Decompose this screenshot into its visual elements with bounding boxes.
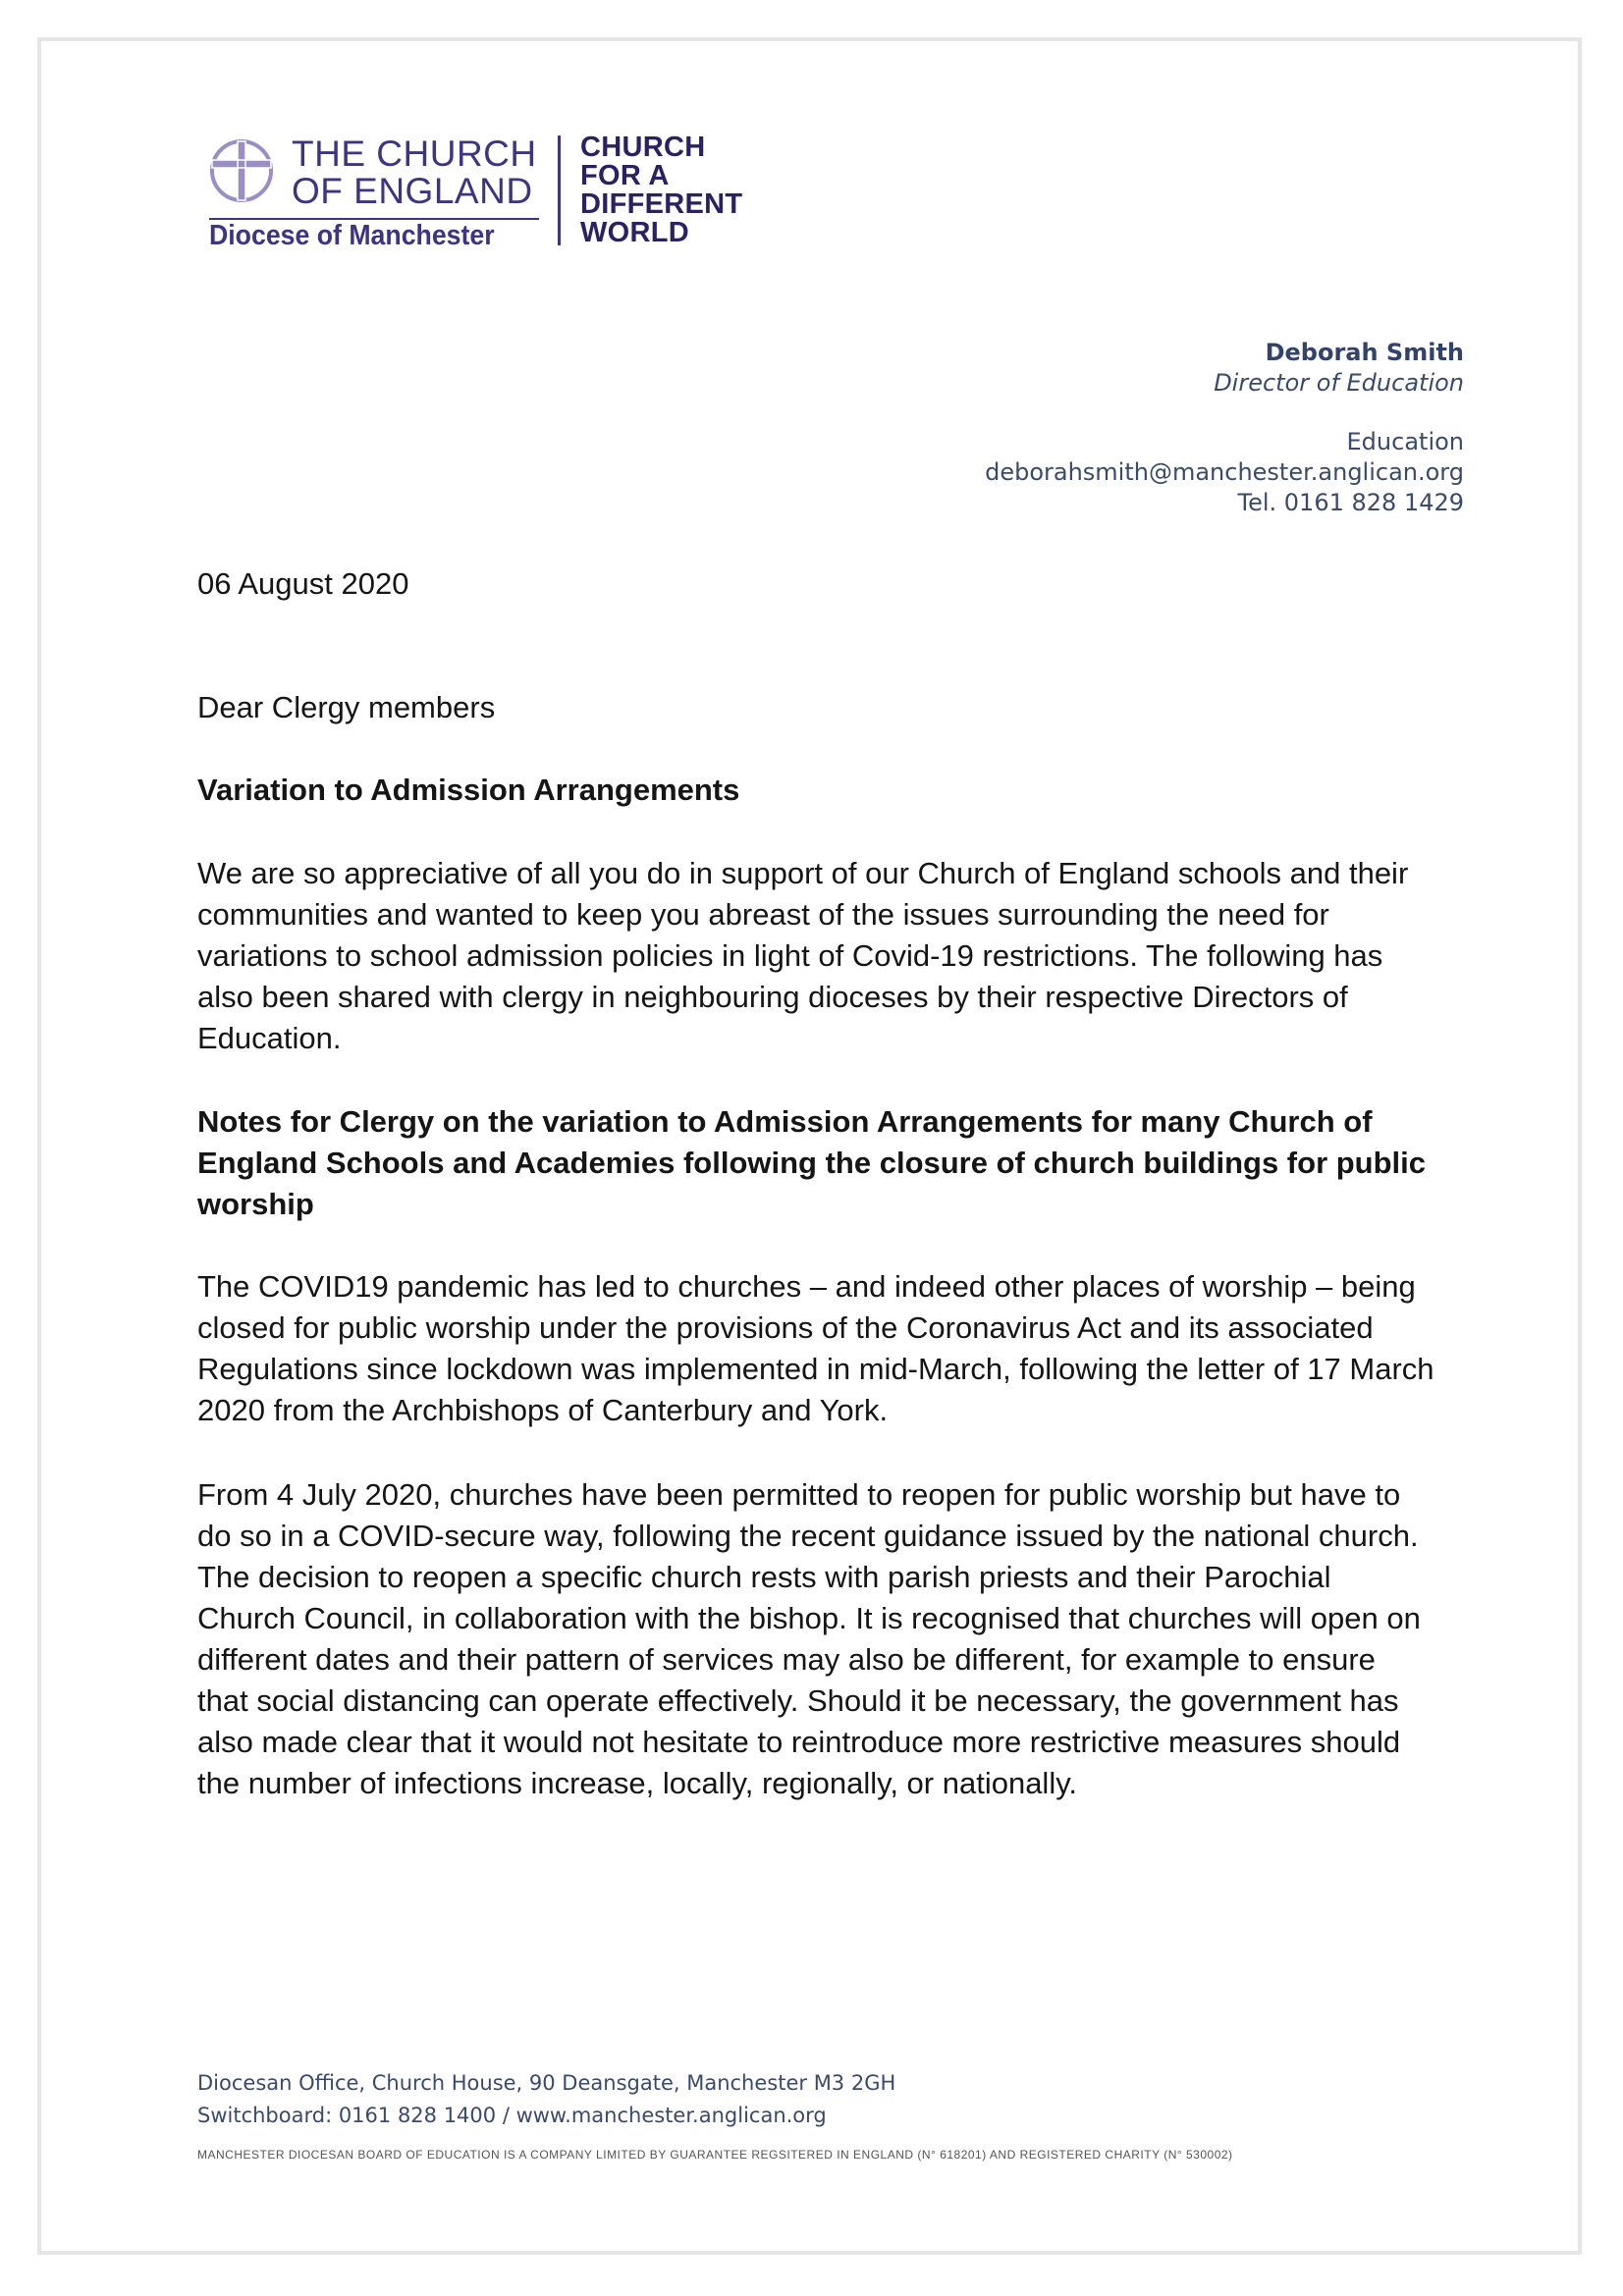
- sender-role: Director of Education: [1214, 369, 1464, 397]
- letter-subject: Variation to Admission Arrangements: [197, 773, 740, 807]
- logo-tagline-line: WORLD: [580, 217, 690, 248]
- logo-tagline-line: DIFFERENT: [580, 188, 743, 220]
- letter-date: 06 August 2020: [197, 566, 409, 601]
- paragraph-text: We are so appreciative of all you do in support of our Church of England schools and their communities and wanted to keep you abreast of the issues surrounding the need for variations to school admission policies in light of Covid-19 restrictions. The following has also been shared with clergy in neighbouring dioceses by their respective Directors of Education.: [197, 856, 1409, 1055]
- notes-heading: Notes for Clergy on the variation to Admission Arrangements for many Church of England Schools and Academies following the closure of church buildings for public worship: [197, 1104, 1427, 1221]
- logo-divider: [558, 135, 561, 245]
- sender-name: Deborah Smith: [1265, 339, 1464, 366]
- sender-department: Education: [1346, 428, 1464, 455]
- logo-tagline: [580, 133, 742, 247]
- logo-diocese-name: Diocese of Manchester: [209, 220, 495, 251]
- footer: [197, 2067, 895, 2132]
- paragraph-text: The COVID19 pandemic has led to churches – and indeed other places of worship – being closed for public worship under the provisions of the Coronavirus Act and its associated Regulations since lockdown was implemented in mid-March, following the letter of 17 March 2020 from the Archbishops of Canterbury and York.: [197, 1269, 1434, 1427]
- footer-address: Diocesan Office, Church House, 90 Deansgate, Manchester M3 2GH: [197, 2071, 896, 2095]
- church-cross-icon: [209, 138, 274, 203]
- letter-paragraph: [197, 1266, 1434, 1431]
- letter-paragraph: [197, 1474, 1434, 1804]
- footer-legal: MANCHESTER DIOCESAN BOARD OF EDUCATION IS A COMPANY LIMITED BY GUARANTEE REGSITERED IN ENGLAND (N° 618201) AND REGISTERED CHARITY (N° 530002): [197, 2148, 1233, 2162]
- sender-block: [985, 338, 1464, 518]
- letter-salutation: Dear Clergy members: [197, 690, 496, 724]
- sender-phone: Tel. 0161 828 1429: [1237, 489, 1464, 516]
- logo-tagline-line: CHURCH: [580, 132, 706, 163]
- diocese-logo: [209, 133, 759, 251]
- logo-text-line1: THE CHURCH: [292, 133, 537, 174]
- logo-text-line2: OF ENGLAND: [292, 171, 533, 211]
- paragraph-text: From 4 July 2020, churches have been permitted to reopen for public worship but have to do so in a COVID-secure way, following the recent guidance issued by the national church. The decision to reopen a specific church rests with parish priests and their Parochial Church Council, in collaboration with the bishop. It is recognised that churches will open on different dates and their pattern of services may also be different, for example to ensure that social distancing can operate effectively. Should it be necessary, the government has also made clear that it would not hesitate to reintroduce more restrictive measures should the number of infections increase, locally, regionally, or nationally.: [197, 1477, 1421, 1800]
- logo-tagline-line: FOR A: [580, 160, 670, 191]
- sender-email[interactable]: deborahsmith@manchester.anglican.org: [985, 458, 1464, 486]
- letter-paragraph: [197, 853, 1434, 1059]
- footer-contact[interactable]: Switchboard: 0161 828 1400 / www.manchester.anglican.org: [197, 2104, 827, 2127]
